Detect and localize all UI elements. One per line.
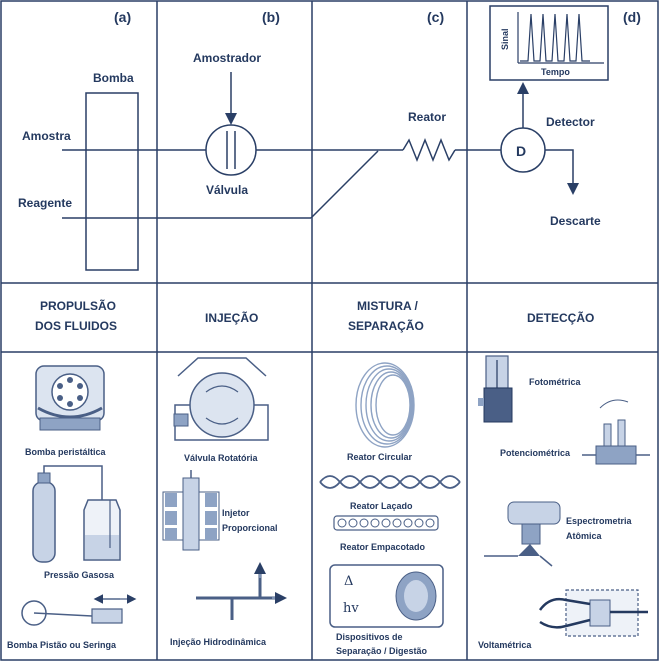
label-gas-pressure: Pressão Gasosa xyxy=(44,570,115,580)
waste-label: Descarte xyxy=(550,214,601,228)
label-circular-reactor: Reator Circular xyxy=(347,452,413,462)
rotary-valve-illustration xyxy=(174,358,268,440)
label-photometric: Fotométrica xyxy=(529,377,581,387)
label-packed-reactor: Reator Empacotado xyxy=(340,542,426,552)
label-atomic-spectrometry-line2: Atômica xyxy=(566,531,602,541)
knotted-reactor-illustration xyxy=(320,476,460,488)
panel-label-b: (b) xyxy=(262,9,280,25)
reagent-label: Reagente xyxy=(18,196,73,210)
reactor-label: Reator xyxy=(408,110,447,124)
header-propulsion-line1: PROPULSÃO xyxy=(40,299,117,313)
detector-label: Detector xyxy=(546,115,595,129)
signal-plot xyxy=(490,6,608,80)
label-knotted-reactor: Reator Laçado xyxy=(350,501,413,511)
signal-axis-label: Sinal xyxy=(500,28,510,50)
potentiometric-cell-illustration xyxy=(582,400,650,464)
peristaltic-pump-illustration xyxy=(36,366,104,430)
circular-reactor-illustration xyxy=(356,363,414,447)
label-injector-line1: Injetor xyxy=(222,508,250,518)
panel-label-d: (d) xyxy=(623,9,641,25)
atomic-spectrometry-illustration xyxy=(484,502,560,566)
pump-label: Bomba xyxy=(93,71,134,85)
gas-pressure-illustration xyxy=(33,466,120,562)
label-devices-line2: Separação / Digestão xyxy=(336,646,428,656)
label-atomic-spectrometry-line1: Espectrometria xyxy=(566,516,632,526)
label-rotary-valve: Válvula Rotatória xyxy=(184,453,258,463)
label-injector-line2: Proporcional xyxy=(222,523,278,533)
label-voltammetric: Voltamétrica xyxy=(478,640,532,650)
waste-arrow xyxy=(545,150,573,192)
time-axis-label: Tempo xyxy=(541,67,570,77)
header-detection: DETECÇÃO xyxy=(527,311,595,325)
header-mixing-line1: MISTURA / xyxy=(357,299,418,313)
photometric-cell-illustration xyxy=(478,356,512,422)
valve-circle xyxy=(206,125,256,175)
pump-box xyxy=(86,93,138,270)
label-hydrodynamic-injection: Injeção Hidrodinâmica xyxy=(170,637,267,647)
reactor-coil xyxy=(403,140,455,160)
proportional-injector-illustration xyxy=(163,470,219,550)
packed-reactor-illustration xyxy=(334,516,438,530)
detector-symbol: D xyxy=(516,143,527,159)
label-peristaltic-pump: Bomba peristáltica xyxy=(25,447,106,457)
panel-label-a: (a) xyxy=(114,9,132,25)
header-propulsion-line2: DOS FLUIDOS xyxy=(35,319,118,333)
voltammetric-cell-illustration xyxy=(540,590,648,636)
panel-label-c: (c) xyxy=(427,9,445,25)
merge-line xyxy=(311,151,378,218)
sampler-label: Amostrador xyxy=(193,51,262,65)
heat-symbol: Δ xyxy=(344,574,354,589)
header-mixing-line2: SEPARAÇÃO xyxy=(348,319,424,333)
valve-label: Válvula xyxy=(206,183,249,197)
label-piston-pump: Bomba Pistão ou Seringa xyxy=(7,640,117,650)
label-devices-line1: Dispositivos de xyxy=(336,632,403,642)
light-symbol: hv xyxy=(343,601,359,616)
hydrodynamic-injection-illustration xyxy=(196,565,284,620)
sample-label: Amostra xyxy=(22,129,71,143)
header-injection: INJEÇÃO xyxy=(205,311,259,325)
label-potentiometric: Potenciométrica xyxy=(500,448,571,458)
piston-pump-illustration xyxy=(22,599,134,625)
